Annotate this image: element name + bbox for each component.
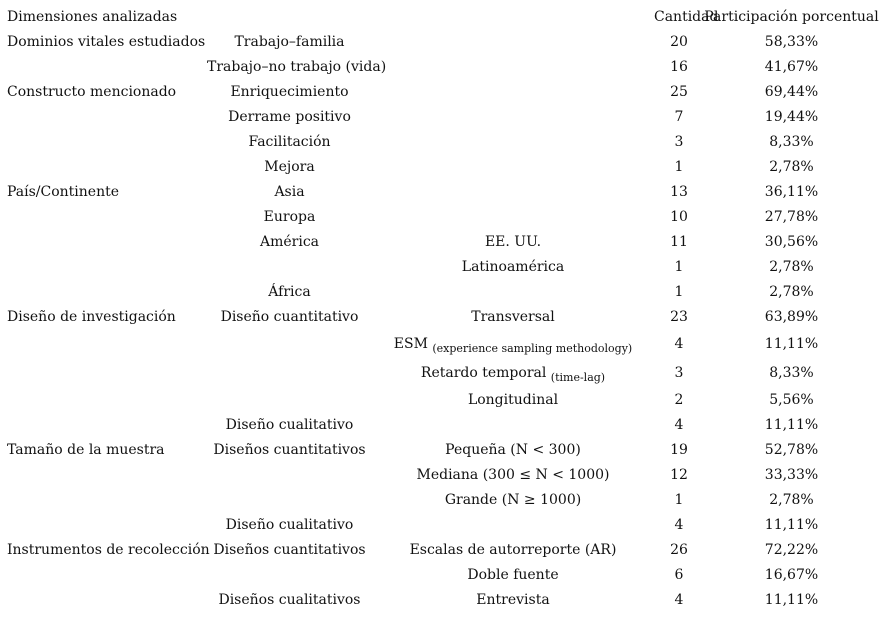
row-percent: 27,78% [764, 208, 819, 225]
row-percent: 33,33% [764, 466, 819, 483]
row-dimension [0, 358, 207, 387]
row-subcategory [372, 537, 654, 562]
subcategory-text: Grande (N ≥ 1000) [444, 491, 582, 508]
row-category: Europa [263, 208, 316, 225]
row-dimension [0, 412, 207, 437]
row-count: 10 [670, 208, 688, 225]
row-subcategory [372, 329, 654, 358]
row-dimension [0, 487, 207, 512]
subcategory-text: Latinoamérica [461, 258, 565, 275]
row-percent: 52,78% [764, 441, 819, 458]
row-category: Asia [274, 183, 305, 200]
row-category: Diseño cualitativo [225, 516, 354, 533]
row-category: Trabajo–familia [234, 33, 345, 50]
row-count: 4 [674, 591, 684, 608]
table-row [0, 437, 879, 462]
row-percent: 11,11% [764, 416, 819, 433]
row-subcategory [372, 154, 654, 179]
row-count: 12 [670, 466, 688, 483]
row-subcategory [372, 512, 654, 537]
row-subcategory [372, 29, 654, 54]
row-count: 2 [674, 391, 684, 408]
row-category: Diseño cualitativo [225, 416, 354, 433]
table-row [0, 254, 879, 279]
row-count: 26 [670, 541, 688, 558]
row-count: 23 [670, 308, 688, 325]
table-row [0, 412, 879, 437]
row-percent: 11,11% [764, 591, 819, 608]
table-row [0, 204, 879, 229]
subcategory-text: Escalas de autorreporte (AR) [409, 541, 617, 558]
row-category: Diseños cualitativos [218, 591, 361, 608]
row-dimension [0, 562, 207, 587]
row-dimension [0, 279, 207, 304]
subcategory-text: Longitudinal [467, 391, 559, 408]
row-dimension [0, 104, 207, 129]
row-dimension [0, 129, 207, 154]
row-dimension: Diseño de investigación [7, 308, 176, 325]
row-category [207, 358, 372, 387]
row-count: 19 [670, 441, 688, 458]
row-category: Diseño cuantitativo [220, 308, 359, 325]
subcategory-text: Mediana (300 ≤ N < 1000) [416, 466, 610, 483]
table-row [0, 54, 879, 79]
row-category [207, 487, 372, 512]
row-dimension [0, 229, 207, 254]
table-row [0, 104, 879, 129]
row-percent: 11,11% [764, 335, 819, 352]
subcategory-text: ESM [393, 335, 433, 352]
row-count: 1 [674, 258, 684, 275]
row-category: Trabajo–no trabajo (vida) [207, 58, 387, 75]
row-subcategory [372, 437, 654, 462]
row-dimension: Instrumentos de recolección [7, 541, 210, 558]
row-subcategory [372, 358, 654, 387]
table-row [0, 587, 879, 612]
row-count: 1 [674, 158, 684, 175]
row-dimension: Tamaño de la muestra [7, 441, 165, 458]
table-row [0, 487, 879, 512]
subcategory-text: Doble fuente [467, 566, 559, 583]
row-percent: 11,11% [764, 516, 819, 533]
row-subcategory [372, 129, 654, 154]
subcategory-subscript: (experience sampling methodology) [432, 341, 633, 355]
table-row [0, 358, 879, 387]
row-dimension [0, 154, 207, 179]
row-subcategory [372, 279, 654, 304]
row-dimension [0, 462, 207, 487]
row-count: 4 [674, 516, 684, 533]
table-header-row [0, 5, 879, 29]
table-row [0, 154, 879, 179]
row-percent: 8,33% [769, 364, 814, 381]
row-percent: 16,67% [764, 566, 819, 583]
subcategory-text: Entrevista [476, 591, 550, 608]
row-subcategory [372, 104, 654, 129]
row-count: 1 [674, 491, 684, 508]
row-count: 16 [670, 58, 688, 75]
row-category: Diseños cuantitativos [213, 441, 366, 458]
row-count: 3 [674, 133, 684, 150]
row-count: 25 [670, 83, 688, 100]
table-row [0, 387, 879, 412]
row-percent: 58,33% [764, 33, 819, 50]
subcategory-text: Retardo temporal [420, 364, 551, 381]
row-dimension: Dominios vitales estudiados [7, 33, 206, 50]
row-count: 1 [674, 283, 684, 300]
row-subcategory [372, 54, 654, 79]
row-dimension: País/Continente [7, 183, 120, 200]
row-subcategory [372, 387, 654, 412]
row-dimension [0, 254, 207, 279]
row-category: África [268, 283, 311, 300]
row-dimension [0, 204, 207, 229]
row-count: 20 [670, 33, 688, 50]
row-percent: 36,11% [764, 183, 819, 200]
row-category: Mejora [264, 158, 315, 175]
row-percent: 19,44% [764, 108, 819, 125]
table-row [0, 229, 879, 254]
subcategory-text: Transversal [471, 308, 555, 325]
table-row [0, 279, 879, 304]
subcategory-subscript: (time-lag) [550, 370, 606, 384]
row-count: 13 [670, 183, 688, 200]
header-blank-2 [372, 5, 654, 29]
subcategory-text: EE. UU. [484, 233, 542, 250]
table-row [0, 329, 879, 358]
table-row [0, 512, 879, 537]
row-category: Facilitación [248, 133, 331, 150]
row-dimension: Constructo mencionado [7, 83, 177, 100]
row-subcategory [372, 412, 654, 437]
row-percent: 63,89% [764, 308, 819, 325]
table-row [0, 304, 879, 329]
row-subcategory [372, 462, 654, 487]
row-percent: 2,78% [769, 258, 814, 275]
row-category [207, 462, 372, 487]
row-dimension [0, 587, 207, 612]
row-category [207, 254, 372, 279]
header-percent: Participación porcentual [704, 9, 879, 25]
row-category [207, 329, 372, 358]
row-count: 4 [674, 416, 684, 433]
row-category: América [259, 233, 320, 250]
row-subcategory [372, 587, 654, 612]
row-subcategory [372, 204, 654, 229]
row-dimension [0, 512, 207, 537]
row-category [207, 562, 372, 587]
row-dimension [0, 54, 207, 79]
row-subcategory [372, 229, 654, 254]
row-percent: 5,56% [769, 391, 814, 408]
header-count: Cantidad [654, 9, 719, 25]
row-percent: 41,67% [764, 58, 819, 75]
row-category [207, 387, 372, 412]
table-row [0, 537, 879, 562]
row-subcategory [372, 254, 654, 279]
table-row [0, 29, 879, 54]
row-dimension [0, 329, 207, 358]
row-percent: 2,78% [769, 158, 814, 175]
table-body [0, 29, 879, 612]
row-count: 11 [670, 233, 688, 250]
row-subcategory [372, 487, 654, 512]
results-table [0, 5, 879, 612]
table-row [0, 562, 879, 587]
row-percent: 30,56% [764, 233, 819, 250]
row-percent: 8,33% [769, 133, 814, 150]
subcategory-text: Pequeña (N < 300) [445, 441, 581, 458]
row-dimension [0, 387, 207, 412]
table-row [0, 129, 879, 154]
row-percent: 69,44% [764, 83, 819, 100]
table-row [0, 462, 879, 487]
row-percent: 2,78% [769, 283, 814, 300]
row-count: 6 [674, 566, 684, 583]
row-percent: 2,78% [769, 491, 814, 508]
row-count: 7 [674, 108, 684, 125]
row-category: Diseños cuantitativos [213, 541, 366, 558]
row-subcategory [372, 304, 654, 329]
table-row [0, 179, 879, 204]
row-subcategory [372, 562, 654, 587]
row-category: Enriquecimiento [230, 83, 349, 100]
row-category: Derrame positivo [228, 108, 351, 125]
row-count: 3 [674, 364, 684, 381]
row-subcategory [372, 79, 654, 104]
row-percent: 72,22% [764, 541, 819, 558]
row-subcategory [372, 179, 654, 204]
row-count: 4 [674, 335, 684, 352]
header-dimension: Dimensiones analizadas [7, 9, 178, 25]
table-row [0, 79, 879, 104]
header-blank-1 [207, 5, 372, 29]
